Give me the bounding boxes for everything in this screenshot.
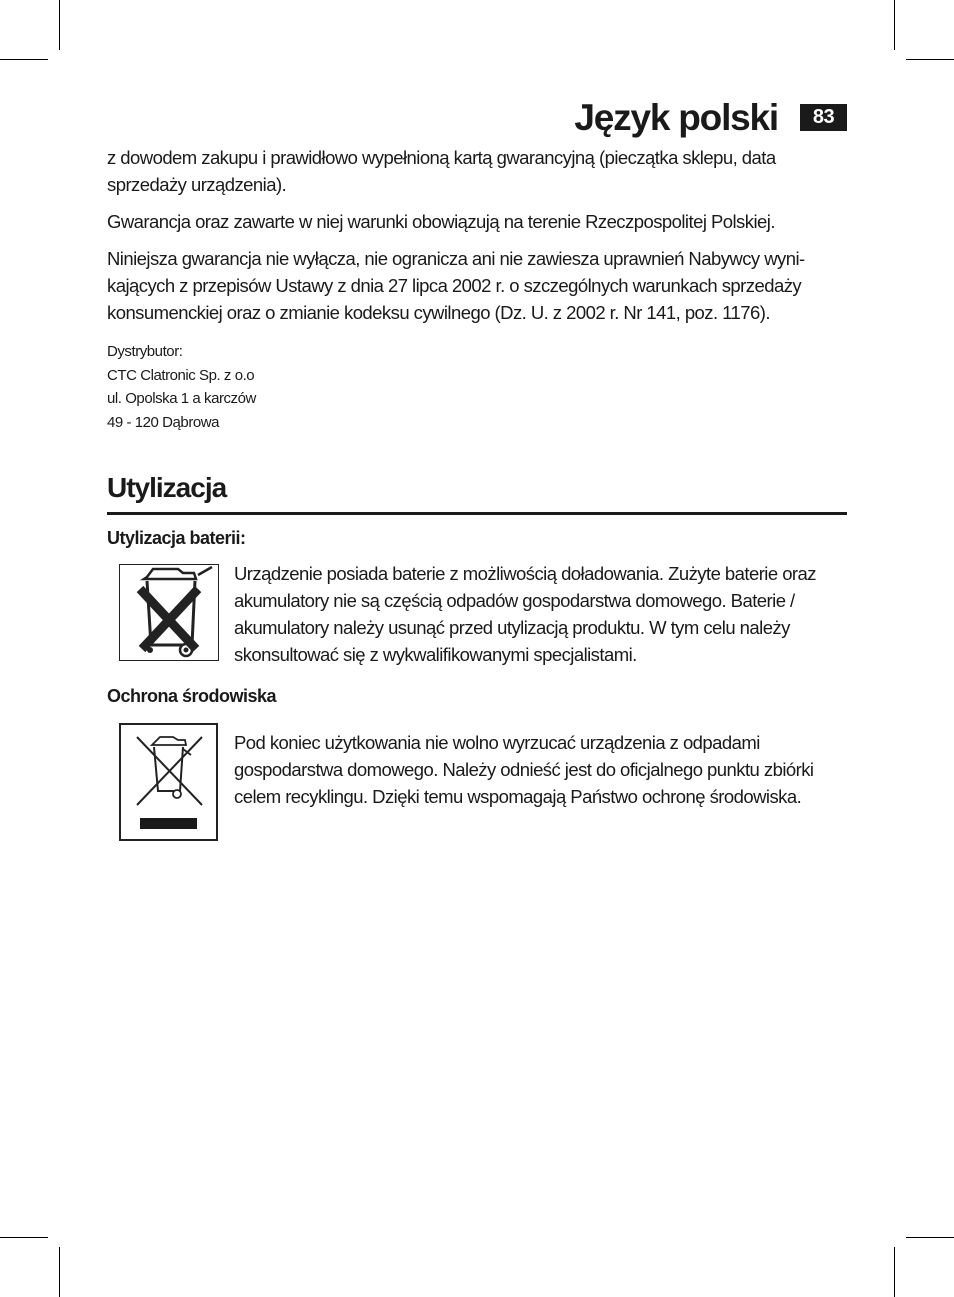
warranty-paragraph: z dowodem zakupu i prawidłowo wypełnioną kartą gwarancyjną (pieczątka sklepu, data sprzedaży urządzenia).	[107, 147, 776, 195]
crop-mark-bottom-left-vertical	[59, 1247, 60, 1297]
battery-disposal-heading: Utylizacja baterii:	[107, 528, 246, 548]
crossed-bin-battery-icon-graphic	[120, 565, 217, 659]
distributor-city: 49 - 120 Dąbrowa	[107, 413, 220, 431]
page-number-badge: 83	[800, 104, 847, 131]
distributor-address	[107, 340, 852, 434]
warranty-paragraph: Gwarancja oraz zawarte w niej warunki obowiązują na terenie Rzeczpospolitej Polskiej.	[107, 211, 775, 232]
weee-crossed-bin-icon-graphic	[121, 725, 216, 839]
crossed-bin-battery-icon	[119, 564, 219, 661]
distributor-company: CTC Clatronic Sp. z o.o	[107, 366, 255, 384]
crop-mark-top-right-vertical	[894, 0, 895, 50]
crop-mark-bottom-right-vertical	[894, 1247, 895, 1297]
distributor-street: ul. Opolska 1 a karczów	[107, 390, 256, 407]
section-title-disposal: Utylizacja	[107, 472, 227, 503]
warranty-section	[107, 144, 852, 434]
weee-crossed-bin-icon	[119, 723, 218, 841]
section-divider	[107, 512, 847, 515]
environment-protection-text: Pod koniec użytkowania nie wolno wyrzucać urządzenia z odpadami gospodarstwa domowego. Należy odnieść jest do oficjalnego punktu zbiórki celem recyklingu. Dzięki temu wspomagają Państwo ochronę środowiska.	[234, 732, 814, 807]
crop-mark-bottom-left-horizontal	[0, 1237, 48, 1238]
crop-mark-top-left-vertical	[59, 0, 60, 50]
crop-mark-bottom-right-horizontal	[906, 1237, 954, 1238]
battery-disposal-text: Urządzenie posiada baterie z możliwością doładowania. Zużyte baterie oraz akumulatory nie są częścią odpadów gospodarstwa domowego. Baterie / akumulatory należy usunąć przed utylizacją produktu. W tym celu należy skonsultować się z wykwalifikowanymi specjalistami.	[234, 563, 816, 665]
distributor-label: Dystrybutor:	[107, 343, 183, 360]
page-title: Język polski	[574, 97, 778, 138]
crop-mark-top-right-horizontal	[906, 59, 954, 60]
environment-protection-heading: Ochrona środowiska	[107, 686, 277, 706]
crop-mark-top-left-horizontal	[0, 59, 48, 60]
warranty-paragraph: Niniejsza gwarancja nie wyłącza, nie ogranicza ani nie zawiesza uprawnień Nabywcy wyni-kających z przepisów Ustawy z dnia 27 lipca 2002 r. o szczególnych warunkach sprzedaży konsumenckiej oraz o zmianie kodeksu cywilnego (Dz. U. z 2002 r. Nr 141, poz. 1176).	[107, 248, 805, 323]
